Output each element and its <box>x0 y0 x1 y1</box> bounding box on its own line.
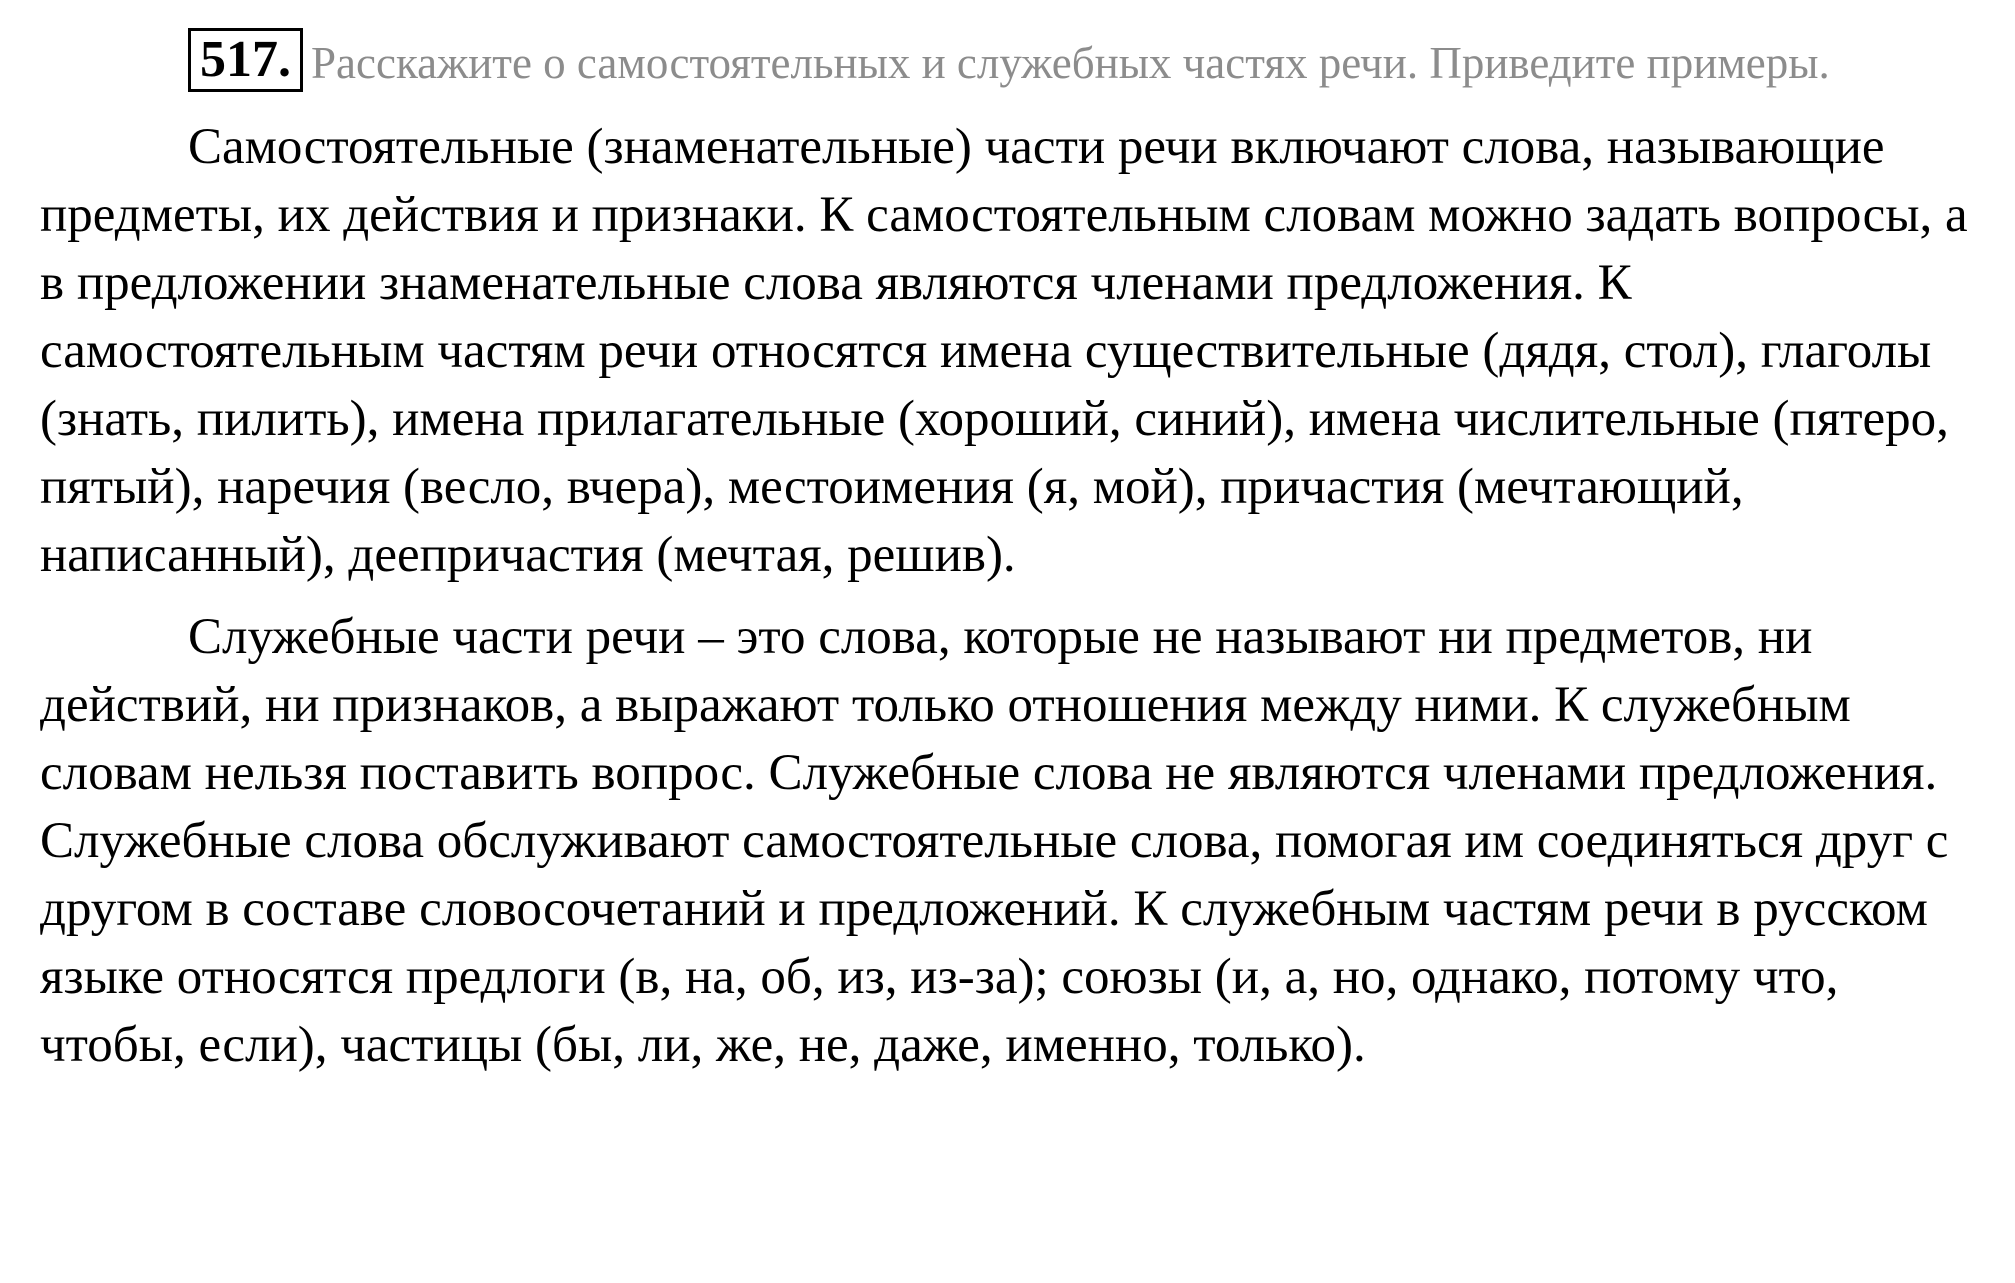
answer-paragraph-2: Служебные части речи – это слова, которые не называют ни предметов, ни действий, ни признаков, а выражают только отношения между ними. К служебным словам нельзя поставить вопрос. Служебные слова не являются членами предложения. Служебные слова обслуживают самостоятельные слова, помогая им соединяться друг с другом в составе словосочетаний и предложений. К служебным частям речи в русском языке относятся предлоги (в, на, об, из, из-за); союзы (и, а, но, однако, потому что, чтобы, если), частицы (бы, ли, же, не, даже, именно, только). <box>40 609 1949 1073</box>
answer-paragraph-1: Самостоятельные (знаменательные) части речи включают слова, называющие предметы, их действия и признаки. К самостоятельным словам можно задать вопросы, а в предложении знаменательные слова являются членами предложения. К самостоятельным частям речи относятся имена существительные (дядя, стол), глаголы (знать, пилить), имена прилагательные (хороший, синий), имена числительные (пятеро, пятый), наречия (весло, вчера), местоимения (я, мой), причастия (мечтающий, написанный), деепричастия (мечтая, решив). <box>40 119 1968 583</box>
exercise-number: 517. <box>188 28 303 92</box>
exercise-prompt: Расскажите о самостоятельных и служебных частях речи. Приведите примеры. <box>311 38 1830 88</box>
exercise-task <box>40 30 1975 97</box>
